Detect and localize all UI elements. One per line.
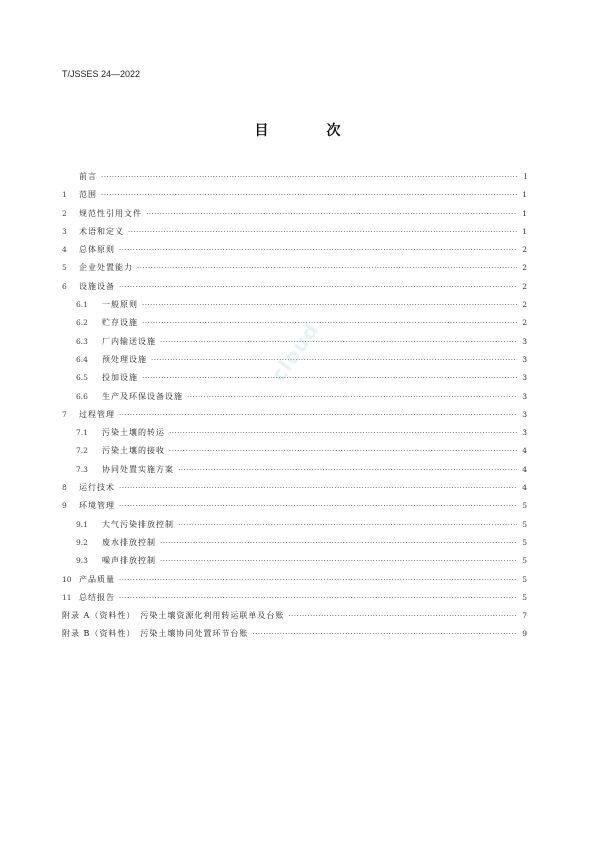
dot-leader xyxy=(288,607,517,625)
toc-title: 范围 xyxy=(79,190,97,200)
toc-page: 2 xyxy=(522,263,527,273)
toc-title: 大气污染排放控制 xyxy=(102,519,174,529)
toc-page: 3 xyxy=(522,428,527,438)
toc-number: 8 xyxy=(62,483,67,493)
toc-page: 5 xyxy=(522,519,527,529)
toc-title: 运行技术 xyxy=(79,483,115,493)
toc-number: 9.3 xyxy=(76,556,88,566)
dot-leader xyxy=(252,625,517,643)
toc-page: 1 xyxy=(522,190,527,200)
toc-number: 3 xyxy=(62,226,67,236)
toc-title: 前言 xyxy=(79,172,97,181)
toc-number: 6.1 xyxy=(76,300,88,310)
watermark-logo: cloud xyxy=(266,318,324,386)
toc-title: 产品质量 xyxy=(79,574,115,584)
toc-entry[interactable] xyxy=(62,552,527,570)
toc-title: 附录 A（资料性） 污染土壤资源化利用转运联单及台账 xyxy=(62,611,285,621)
toc-entry[interactable] xyxy=(62,296,527,314)
dot-leader xyxy=(119,278,517,296)
dot-leader xyxy=(169,424,517,442)
toc-title: 过程管理 xyxy=(79,409,115,419)
dot-leader xyxy=(142,314,517,332)
dot-leader xyxy=(101,186,517,204)
toc-page: 4 xyxy=(522,483,527,493)
dot-leader xyxy=(142,369,517,387)
toc-page: 5 xyxy=(522,556,527,566)
toc-page: 4 xyxy=(522,446,527,456)
page-title: 目 次 xyxy=(254,123,363,139)
dot-leader xyxy=(178,461,517,479)
document-code: T/JSSES 24—2022 xyxy=(62,69,141,79)
toc-page: 5 xyxy=(522,501,527,511)
toc-page: 7 xyxy=(522,611,527,621)
toc-entry[interactable] xyxy=(62,516,527,534)
toc-title: 术语和定义 xyxy=(79,226,124,236)
toc-page: 1 xyxy=(522,226,527,236)
toc-number: 7.3 xyxy=(76,464,88,474)
toc-entry[interactable] xyxy=(62,186,527,204)
toc-entry[interactable] xyxy=(62,424,527,442)
dot-leader xyxy=(119,497,517,515)
toc-page: 2 xyxy=(522,300,527,310)
dot-leader xyxy=(160,534,517,552)
toc-entry[interactable] xyxy=(62,314,527,332)
toc-page: 1 xyxy=(522,208,527,218)
toc-title: 总结报告 xyxy=(79,592,115,602)
toc-number: 6.3 xyxy=(76,336,88,346)
toc-title: 预处理设施 xyxy=(102,354,147,364)
toc-entry[interactable] xyxy=(62,369,527,387)
dot-leader xyxy=(101,168,517,186)
toc-title: 环境管理 xyxy=(79,501,115,511)
toc-entry[interactable] xyxy=(62,534,527,552)
toc-number: 9.1 xyxy=(76,519,88,529)
toc-page: 3 xyxy=(522,336,527,346)
toc-entry[interactable] xyxy=(62,479,527,497)
toc-entry[interactable] xyxy=(62,259,527,277)
toc-number: 6.2 xyxy=(76,318,88,328)
table-of-contents xyxy=(62,168,527,644)
toc-number: 7.1 xyxy=(76,428,88,438)
toc-entry[interactable] xyxy=(62,205,527,223)
toc-entry[interactable] xyxy=(62,223,527,241)
toc-title: 贮存设施 xyxy=(102,318,138,328)
dot-leader xyxy=(169,442,517,460)
toc-title: 污染土壤的接收 xyxy=(102,446,165,456)
dot-leader xyxy=(137,259,517,277)
dot-leader xyxy=(119,589,517,607)
toc-number: 1 xyxy=(62,190,67,200)
toc-title: 废水排放控制 xyxy=(102,537,156,547)
dot-leader xyxy=(119,571,517,589)
toc-entry[interactable] xyxy=(62,406,527,424)
toc-page: 5 xyxy=(522,592,527,602)
dot-leader xyxy=(160,333,517,351)
toc-entry[interactable] xyxy=(62,589,527,607)
toc-page: 3 xyxy=(522,409,527,419)
toc-page: 4 xyxy=(522,464,527,474)
dot-leader xyxy=(160,552,517,570)
toc-page: 3 xyxy=(522,373,527,383)
toc-title: 生产及环保设备设施 xyxy=(102,391,183,401)
toc-title: 设施设备 xyxy=(79,281,115,291)
toc-entry[interactable] xyxy=(62,461,527,479)
toc-page: 2 xyxy=(522,318,527,328)
toc-title: 投加设施 xyxy=(102,373,138,383)
toc-title: 一般原则 xyxy=(102,300,138,310)
toc-page: 3 xyxy=(522,391,527,401)
toc-page: I xyxy=(524,172,527,181)
toc-page: 5 xyxy=(522,537,527,547)
toc-entry[interactable] xyxy=(62,241,527,259)
toc-page: 3 xyxy=(522,354,527,364)
toc-entry[interactable] xyxy=(62,625,527,643)
dot-leader xyxy=(119,479,517,497)
toc-number: 5 xyxy=(62,263,67,273)
toc-entry[interactable] xyxy=(62,442,527,460)
toc-number: 9.2 xyxy=(76,537,88,547)
dot-leader xyxy=(128,223,517,241)
dot-leader xyxy=(142,296,517,314)
toc-number: 4 xyxy=(62,245,67,255)
toc-title: 规范性引用文件 xyxy=(79,208,142,218)
toc-entry[interactable] xyxy=(62,497,527,515)
toc-page: 2 xyxy=(522,281,527,291)
toc-number: 7 xyxy=(62,409,67,419)
toc-number: 6.4 xyxy=(76,354,88,364)
toc-page: 5 xyxy=(522,574,527,584)
dot-leader xyxy=(146,205,517,223)
toc-page: 2 xyxy=(522,245,527,255)
toc-page: 9 xyxy=(522,629,527,639)
toc-number: 6 xyxy=(62,281,67,291)
toc-number: 7.2 xyxy=(76,446,88,456)
toc-number: 10 xyxy=(62,574,72,584)
dot-leader xyxy=(151,351,517,369)
toc-entry[interactable] xyxy=(62,168,527,186)
toc-title: 噪声排放控制 xyxy=(102,556,156,566)
toc-number: 11 xyxy=(62,592,72,602)
dot-leader xyxy=(119,406,517,424)
toc-title: 企业处置能力 xyxy=(79,263,133,273)
toc-title: 厂内输送设施 xyxy=(102,336,156,346)
toc-title: 协同处置实施方案 xyxy=(102,464,174,474)
toc-number: 9 xyxy=(62,501,67,511)
toc-entry[interactable] xyxy=(62,333,527,351)
toc-entry[interactable] xyxy=(62,607,527,625)
toc-title: 附录 B（资料性） 污染土壤协同处置环节台账 xyxy=(62,629,249,639)
toc-entry[interactable] xyxy=(62,388,527,406)
dot-leader xyxy=(178,516,517,534)
toc-title: 污染土壤的转运 xyxy=(102,428,165,438)
toc-number: 2 xyxy=(62,208,67,218)
toc-entry[interactable] xyxy=(62,278,527,296)
toc-entry[interactable] xyxy=(62,351,527,369)
dot-leader xyxy=(187,388,517,406)
toc-title: 总体原则 xyxy=(79,245,115,255)
toc-entry[interactable] xyxy=(62,571,527,589)
toc-number: 6.5 xyxy=(76,373,88,383)
toc-number: 6.6 xyxy=(76,391,88,401)
dot-leader xyxy=(119,241,517,259)
